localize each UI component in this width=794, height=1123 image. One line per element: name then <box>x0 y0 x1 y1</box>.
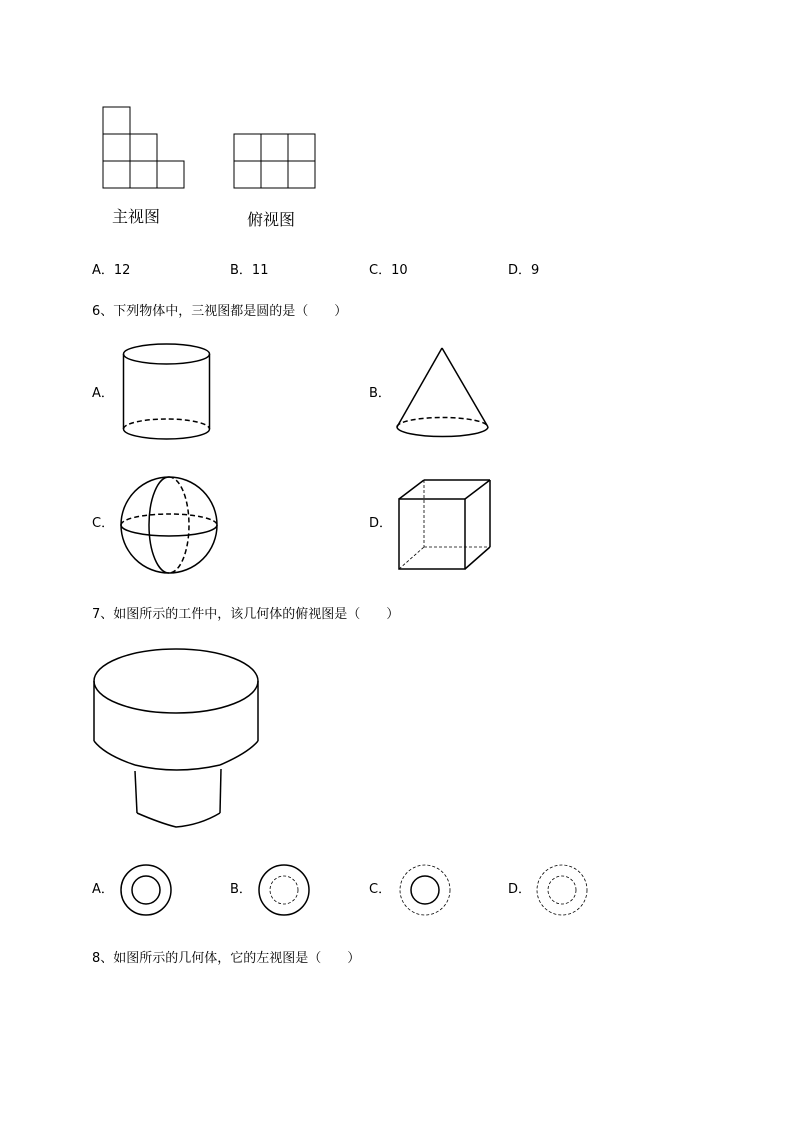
q5-option-c[interactable]: C．10 <box>369 263 408 278</box>
q7-question: 7、如图所示的工件中，该几何体的俯视图是（ ） <box>92 607 400 622</box>
top-view-option-c <box>398 863 454 919</box>
front-view-figure <box>100 104 190 194</box>
q7-option-a[interactable]: A． <box>92 882 114 897</box>
top-view-option-b <box>257 863 313 919</box>
q8-question: 8、如图所示的几何体，它的左视图是（ ） <box>92 951 361 966</box>
q7-option-b[interactable]: B． <box>230 882 252 897</box>
sphere-icon <box>118 474 220 576</box>
q5-option-d[interactable]: D．9 <box>508 263 540 278</box>
cone-icon <box>395 346 493 442</box>
cylinder-icon <box>120 342 215 442</box>
top-view-option-a <box>119 863 175 919</box>
front-view-caption: 主视图 <box>112 207 161 226</box>
top-view-caption: 俯视图 <box>247 210 296 229</box>
top-view-figure <box>232 131 322 193</box>
q5-option-a[interactable]: A．12 <box>92 263 131 278</box>
q5-option-b[interactable]: B．11 <box>230 263 269 278</box>
q6-option-b[interactable]: B． <box>369 386 391 401</box>
cube-icon <box>396 477 494 575</box>
q6-question: 6、下列物体中，三视图都是圆的是（ ） <box>92 304 348 319</box>
q6-option-c[interactable]: C． <box>92 516 115 531</box>
q6-option-a[interactable]: A． <box>92 386 114 401</box>
workpiece-figure <box>90 645 265 835</box>
q7-option-c[interactable]: C． <box>369 882 392 897</box>
q6-option-d[interactable]: D． <box>369 516 393 531</box>
top-view-option-d <box>535 863 591 919</box>
q7-option-d[interactable]: D． <box>508 882 532 897</box>
